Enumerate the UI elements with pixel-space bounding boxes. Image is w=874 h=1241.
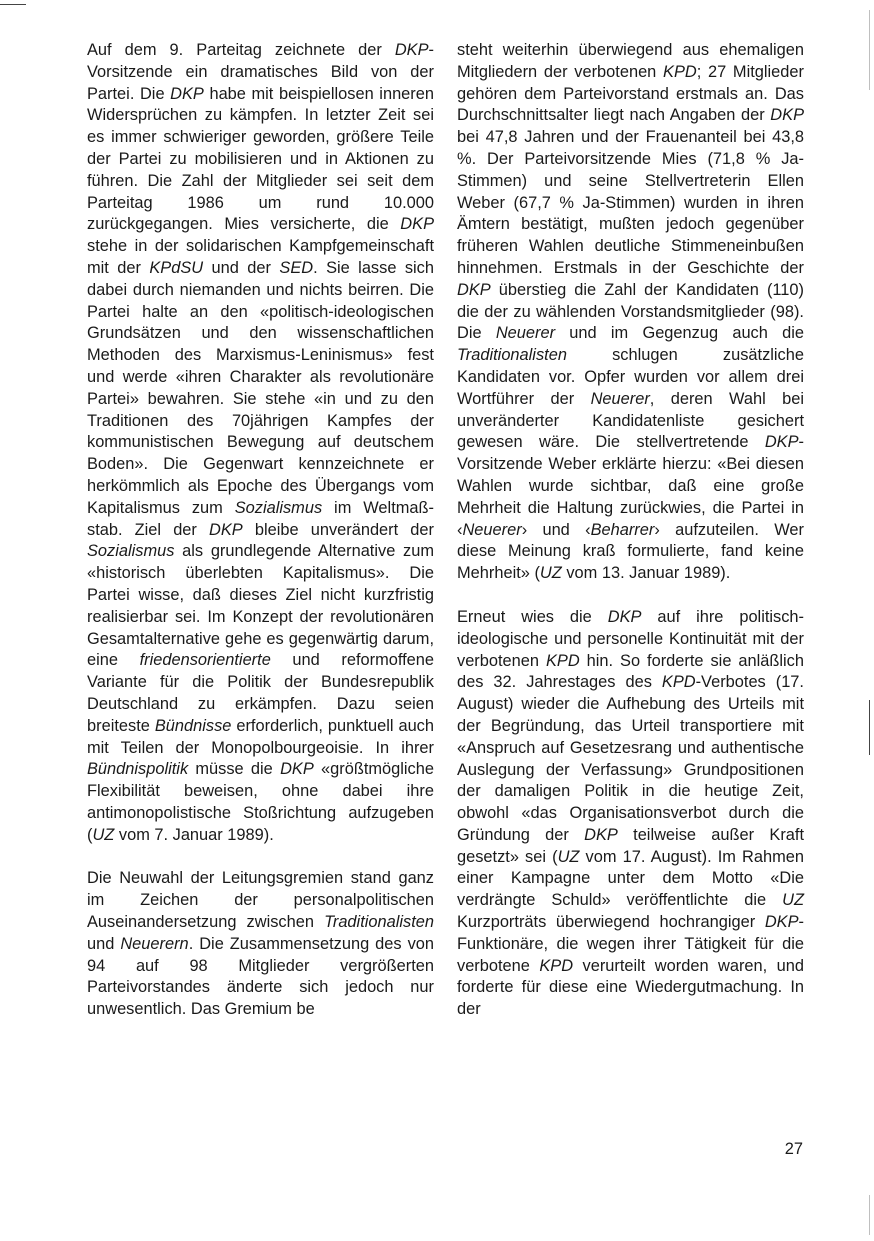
text-run: Kurzporträts überwiegend hochrangiger bbox=[457, 913, 765, 932]
italic-term: Neuerer bbox=[462, 520, 522, 539]
italic-term: Neuerer bbox=[495, 324, 556, 343]
text-run: teilweise außer Kraft gesetzt» sei ( bbox=[457, 825, 804, 866]
scan-edge-mark bbox=[0, 4, 26, 5]
italic-term: KPD bbox=[545, 651, 580, 670]
paragraph bbox=[457, 40, 804, 585]
text-run: auf ihre politisch-ideologische und personelle Kontinuität mit der verbotenen bbox=[457, 607, 804, 670]
italic-term: Bündnisse bbox=[154, 716, 232, 735]
text-run: Auf dem 9. Parteitag zeichnete der bbox=[87, 41, 395, 59]
text-run: . Die Zusammensetzung des von 94 auf 98 Mitglieder vergrößerten Parteivorstandes änderte sich jedoch nur unwesentlich. Das Gremium be bbox=[87, 934, 435, 1019]
text-run: -Verbotes (17. August) wieder die Aufhebung des Urteils mit der Begründung, das Urteil transportiere mit «Anspruch auf Gesetzesrang und authentische Auslegung der Verfassung» Grundpositionen der damaligen Politik in die heutige Zeit, obwohl «das Organisationsverbot durch die Gründung der bbox=[457, 673, 804, 844]
italic-term: UZ bbox=[782, 891, 804, 910]
italic-term: friedensorientierte bbox=[139, 651, 271, 670]
scan-edge-mark bbox=[869, 700, 870, 755]
italic-term: DKP bbox=[584, 825, 618, 844]
italic-term: DKP bbox=[764, 433, 799, 452]
text-run: und reformoffene Variante für die Politik der Bundesrepublik Deutschland zu erkämpfen. Dazu seien breiteste bbox=[87, 651, 435, 735]
text-run: › aufzuteilen. Wer diese Meinung kraß formulierte, fand keine Mehrheit» ( bbox=[457, 520, 804, 583]
italic-term: Neuerern bbox=[120, 934, 189, 953]
text-run: hin. So forderte sie anläßlich des 32. Jahrestages des bbox=[457, 651, 804, 692]
text-run: . Sie lasse sich dabei durch niemanden und nichts beirren. Die Partei halte an den «politisch-ideologischen Grundsätzen und den wissenschaftlichen Methoden des Marxismus-Leninismus» fest und werde «ihren Charakter als revolutionäre Partei» bewahren. Sie stehe «in und zu den Traditionen des 70jährigen Kampfes der kommunistischen Bewegung auf deutschem Boden». Die Gegenwart kennzeichnete er herkömmlich als Epoche des Übergangs vom Kapitalismus zum bbox=[87, 258, 434, 517]
text-run: schlugen zusätzliche Kandidaten vor. Opfer wurden vor allem drei Wortführer der bbox=[457, 346, 804, 408]
text-run: steht weiterhin überwiegend aus ehemaligen Mitgliedern der verbotenen bbox=[457, 41, 804, 81]
italic-term: DKP bbox=[280, 760, 314, 779]
italic-term: KPdSU bbox=[149, 258, 204, 277]
paragraph bbox=[87, 40, 434, 846]
text-run: Die Neuwahl der Leitungsgremien stand ganz im Zeichen der personalpolitischen Auseinandersetzung zwischen bbox=[87, 869, 434, 932]
text-run: als grundlegende Alternative zum «historisch überlebten Kapitalismus». Die Partei wisse, daß dieses Ziel nicht kurzfristig realisierbar sei. Im Konzept der revolutionären Gesamtalternative gehe es gegenwärtig darum, eine bbox=[87, 542, 434, 670]
text-run: -Funktionäre, die wegen ihrer Tätigkeit für die verbotene bbox=[457, 913, 804, 975]
italic-term: UZ bbox=[539, 564, 562, 583]
italic-term: UZ bbox=[557, 847, 580, 866]
text-run: müsse die bbox=[188, 760, 281, 779]
text-run: , deren Wahl bei unveränderter Kandidatenliste gesichert gewesen wäre. Die stellvertretende bbox=[457, 389, 804, 452]
text-run: vom 13. Januar 1989). bbox=[561, 564, 731, 583]
left-text-column bbox=[87, 40, 434, 1021]
italic-term: DKP bbox=[170, 84, 204, 103]
italic-term: DKP bbox=[764, 913, 799, 932]
italic-term: Bündnispolitik bbox=[87, 760, 189, 779]
text-run: › und ‹ bbox=[521, 520, 591, 539]
paragraph bbox=[457, 607, 804, 1021]
italic-term: KPD bbox=[663, 62, 697, 81]
text-run: und der bbox=[203, 258, 280, 277]
text-run: und bbox=[87, 934, 121, 953]
text-run: -Vorsitzende Weber erklärte hierzu: «Bei diesen Wahlen wurde sichtbar, daß eine große Mehrheit die Haltung zurückwies, die Partei in ‹ bbox=[457, 433, 804, 539]
text-run: bleibe unverändert der bbox=[242, 520, 435, 539]
italic-term: UZ bbox=[92, 825, 115, 844]
text-run: überstieg die Zahl der Kandidaten (110) die der zu wählenden Vorstandsmitglieder (98). Die bbox=[457, 280, 804, 343]
text-run: vom 17. August). Im Rahmen einer Kampagne unter dem Motto «Die verdrängte Schuld» veröffentlichte die bbox=[457, 847, 804, 910]
text-run: und im Gegenzug auch die bbox=[555, 324, 804, 343]
italic-term: Neuerer bbox=[590, 389, 650, 408]
italic-term: KPD bbox=[539, 956, 574, 975]
italic-term: Sozialismus bbox=[234, 498, 323, 517]
scan-edge-mark bbox=[869, 1195, 870, 1235]
italic-term: Traditionalisten bbox=[324, 913, 434, 932]
text-run: verurteilt worden waren, und forderte für diese eine Wiedergutmachung. In der bbox=[457, 956, 804, 1019]
italic-term: DKP bbox=[457, 280, 491, 299]
italic-term: Sozialismus bbox=[87, 542, 175, 561]
italic-term: DKP bbox=[770, 106, 804, 125]
paragraph bbox=[87, 868, 434, 1021]
italic-term: SED bbox=[279, 258, 314, 277]
text-run: vom 7. Januar 1989). bbox=[114, 825, 274, 844]
text-run: Erneut wies die bbox=[457, 607, 608, 626]
text-run: bei 47,8 Jahren und der Frauenanteil bei 43,8 %. Der Parteivorsitzende Mies (71,8 % Ja-Stimmen) und seine Stellvertreterin Ellen Weber (67,7 % Ja-Stimmen) wurden in ihren Ämtern bestätigt, mußten jedoch gegenüber früheren Wahlen deutliche Stimmeneinbußen hinnehmen. Erstmals in der Geschichte der bbox=[457, 128, 804, 277]
text-run: «größtmögliche Flexibilität beweisen, ohne dabei ihre antimonopolistische Stoßrichtung aufzugeben ( bbox=[87, 760, 434, 844]
italic-term: KPD bbox=[661, 673, 696, 692]
page-number: 27 bbox=[784, 1140, 803, 1158]
text-run: im Weltmaßstab. Ziel der bbox=[87, 498, 434, 539]
right-text-column bbox=[457, 40, 804, 1021]
italic-term: DKP bbox=[394, 41, 429, 59]
italic-term: Beharrer bbox=[590, 520, 655, 539]
italic-term: DKP bbox=[209, 520, 243, 539]
scan-edge-mark bbox=[869, 10, 870, 90]
text-run: -Vorsitzende ein dramatisches Bild von der Partei. Die bbox=[87, 41, 434, 103]
text-run: habe mit beispiellosen inneren Widersprüchen zu kämpfen. In letzter Zeit sei es immer schwieriger geworden, größere Teile der Partei zu mobilisieren und in Aktionen zu führen. Die Zahl der Mitglieder sei seit dem Parteitag 1986 um rund 10.000 zurückgegangen. Mies versicherte, die bbox=[87, 84, 434, 234]
italic-term: DKP bbox=[400, 215, 434, 234]
text-run: erforderlich, punktuell auch mit Teilen der Monopolbourgeoisie. In ihrer bbox=[87, 716, 434, 757]
text-run: ; 27 Mitglieder gehören dem Parteivorstand erstmals an. Das Durchschnittsalter liegt nach Angaben der bbox=[457, 62, 804, 125]
italic-term: Traditionalisten bbox=[457, 346, 567, 365]
text-run: stehe in der solidarischen Kampfgemeinschaft mit der bbox=[87, 237, 434, 277]
italic-term: DKP bbox=[607, 607, 642, 626]
